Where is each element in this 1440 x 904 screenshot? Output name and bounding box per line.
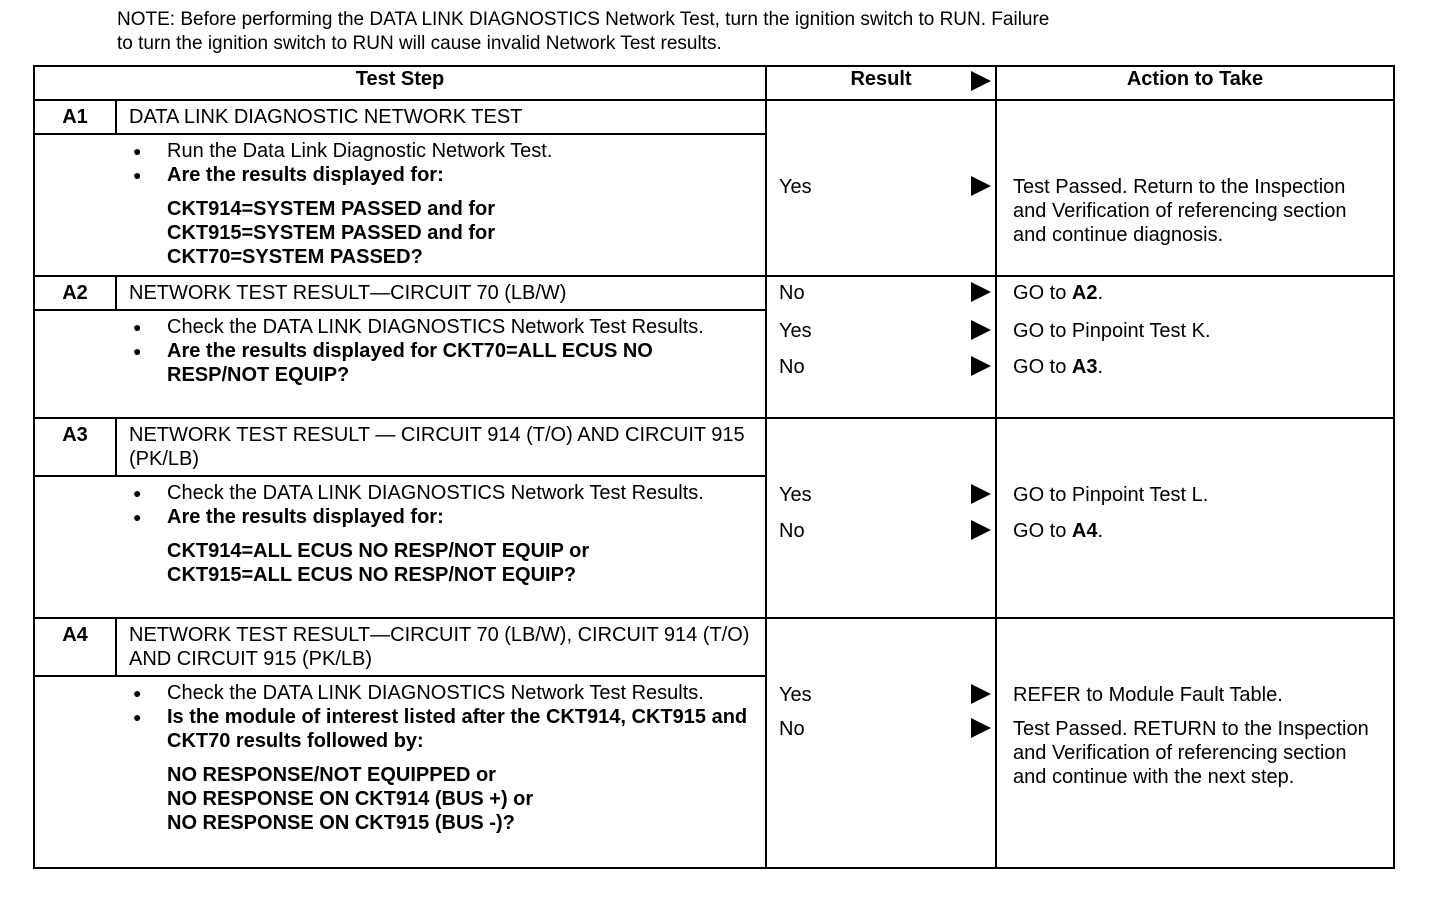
step-body — [34, 676, 766, 868]
action-yes: Test Passed. Return to the Inspection and Verification of referencing section and continue diagnosis. — [1013, 176, 1347, 246]
step-title: NETWORK TEST RESULT — CIRCUIT 914 (T/O) AND CIRCUIT 915 (PK/LB) — [116, 418, 766, 476]
step-body — [34, 134, 766, 276]
right-arrow-icon — [971, 356, 991, 376]
step-a3-result — [766, 418, 996, 618]
action-yes: REFER to Module Fault Table. — [1013, 684, 1283, 706]
action-no-target: A2 — [1071, 282, 1098, 304]
table-header-row — [34, 66, 1394, 100]
action-no-prefix: GO to — [1013, 520, 1072, 542]
condition-line: NO RESPONSE ON CKT914 (BUS +) or — [167, 788, 534, 810]
condition-line: CKT70=SYSTEM PASSED? — [167, 246, 423, 268]
right-arrow-icon — [971, 320, 991, 340]
right-arrow-icon — [971, 684, 991, 704]
condition-line: CKT915=SYSTEM PASSED and for — [167, 222, 496, 244]
result-no-label: No — [779, 718, 805, 740]
step-a2-action — [996, 276, 1394, 418]
result-no — [779, 355, 991, 379]
condition-line: CKT914=SYSTEM PASSED and for — [167, 198, 496, 220]
step-a4-result — [766, 618, 996, 868]
bullet-item: ● Check the DATA LINK DIAGNOSTICS Network Test Results. — [131, 481, 757, 505]
header-result — [766, 66, 996, 100]
header-test-step: Test Step — [34, 66, 766, 100]
result-no-label: No — [779, 282, 805, 304]
result-no-label: No — [779, 356, 805, 378]
note-line-1: NOTE: Before performing the DATA LINK DIAGNOSTICS Network Test, turn the ignition switch to RUN. Failure — [117, 9, 1050, 30]
condition-line: NO RESPONSE/NOT EQUIPPED or — [167, 764, 496, 786]
action-no-suffix: . — [1097, 282, 1104, 304]
right-arrow-icon — [971, 176, 991, 196]
result-yes — [779, 483, 991, 507]
result-yes-label: Yes — [779, 684, 812, 706]
step-a3-action — [996, 418, 1394, 618]
action-no-suffix: . — [1097, 520, 1104, 542]
note-line-2: to turn the ignition switch to RUN will cause invalid Network Test results. — [117, 33, 722, 54]
step-a1-action — [996, 100, 1394, 304]
step-a3-title-row — [34, 418, 1394, 476]
action-no-target: A3 — [1071, 356, 1098, 378]
step-title: NETWORK TEST RESULT—CIRCUIT 70 (LB/W) — [116, 276, 766, 310]
result-yes-label: Yes — [779, 320, 812, 342]
result-no — [779, 717, 991, 741]
step-a1-result — [766, 100, 996, 304]
condition-block — [131, 539, 757, 587]
bullet-item: ● Are the results displayed for: — [131, 163, 757, 187]
action-yes: GO to Pinpoint Test L. — [1013, 484, 1209, 506]
header-action: Action to Take — [996, 66, 1394, 100]
step-title: DATA LINK DIAGNOSTIC NETWORK TEST — [116, 100, 766, 134]
condition-line: CKT915=ALL ECUS NO RESP/NOT EQUIP? — [167, 564, 577, 586]
step-a1-title-row — [34, 100, 1394, 134]
condition-block — [131, 763, 757, 835]
step-id: A4 — [34, 618, 116, 676]
action-yes: GO to Pinpoint Test K. — [1013, 320, 1211, 342]
condition-line: NO RESPONSE ON CKT915 (BUS -)? — [167, 812, 515, 834]
result-yes — [779, 319, 991, 343]
bullet-item: ● Check the DATA LINK DIAGNOSTICS Network Test Results. — [131, 315, 757, 339]
step-a4-title-row — [34, 618, 1394, 676]
result-no — [779, 519, 991, 543]
step-id: A3 — [34, 418, 116, 476]
action-no-prefix: GO to — [1013, 356, 1072, 378]
right-arrow-icon — [971, 520, 991, 540]
bullet-item: ● Are the results displayed for: — [131, 505, 757, 529]
step-id: A2 — [34, 276, 116, 310]
bullet-item: ● Run the Data Link Diagnostic Network Test. — [131, 139, 757, 163]
condition-line: CKT914=ALL ECUS NO RESP/NOT EQUIP or — [167, 540, 590, 562]
action-no-target: A4 — [1071, 520, 1098, 542]
result-yes — [779, 683, 991, 707]
bullet-item: ● Is the module of interest listed after the CKT914, CKT915 and CKT70 results followed by: — [131, 705, 757, 753]
result-no-label: No — [779, 520, 805, 542]
bullet-item: ● Check the DATA LINK DIAGNOSTICS Network Test Results. — [131, 681, 757, 705]
step-body — [34, 476, 766, 618]
result-yes-label: Yes — [779, 484, 812, 506]
right-arrow-icon — [971, 484, 991, 504]
action-no-suffix: . — [1097, 356, 1104, 378]
action-no — [1013, 519, 1379, 543]
action-no-prefix: GO to — [1013, 282, 1072, 304]
step-a2-result — [766, 276, 996, 418]
right-arrow-icon — [971, 71, 991, 91]
result-yes-label: Yes — [779, 176, 812, 198]
right-arrow-icon — [971, 718, 991, 738]
action-no — [1013, 355, 1379, 379]
step-title: NETWORK TEST RESULT—CIRCUIT 70 (LB/W), CIRCUIT 914 (T/O) AND CIRCUIT 915 (PK/LB) — [116, 618, 766, 676]
note-text — [117, 8, 1337, 56]
diagnostic-test-table — [33, 65, 1395, 869]
header-result-label: Result — [850, 68, 912, 90]
condition-block — [131, 197, 757, 269]
step-a4-action — [996, 618, 1394, 868]
action-no: Test Passed. RETURN to the Inspection and Verification of referencing section and continue with the next step. — [1013, 718, 1369, 788]
bullet-item: ● Are the results displayed for CKT70=ALL ECUS NO RESP/NOT EQUIP? — [131, 339, 757, 387]
step-a2-title-row — [34, 276, 1394, 310]
result-yes — [779, 175, 991, 199]
step-body — [34, 310, 766, 418]
step-id: A1 — [34, 100, 116, 134]
